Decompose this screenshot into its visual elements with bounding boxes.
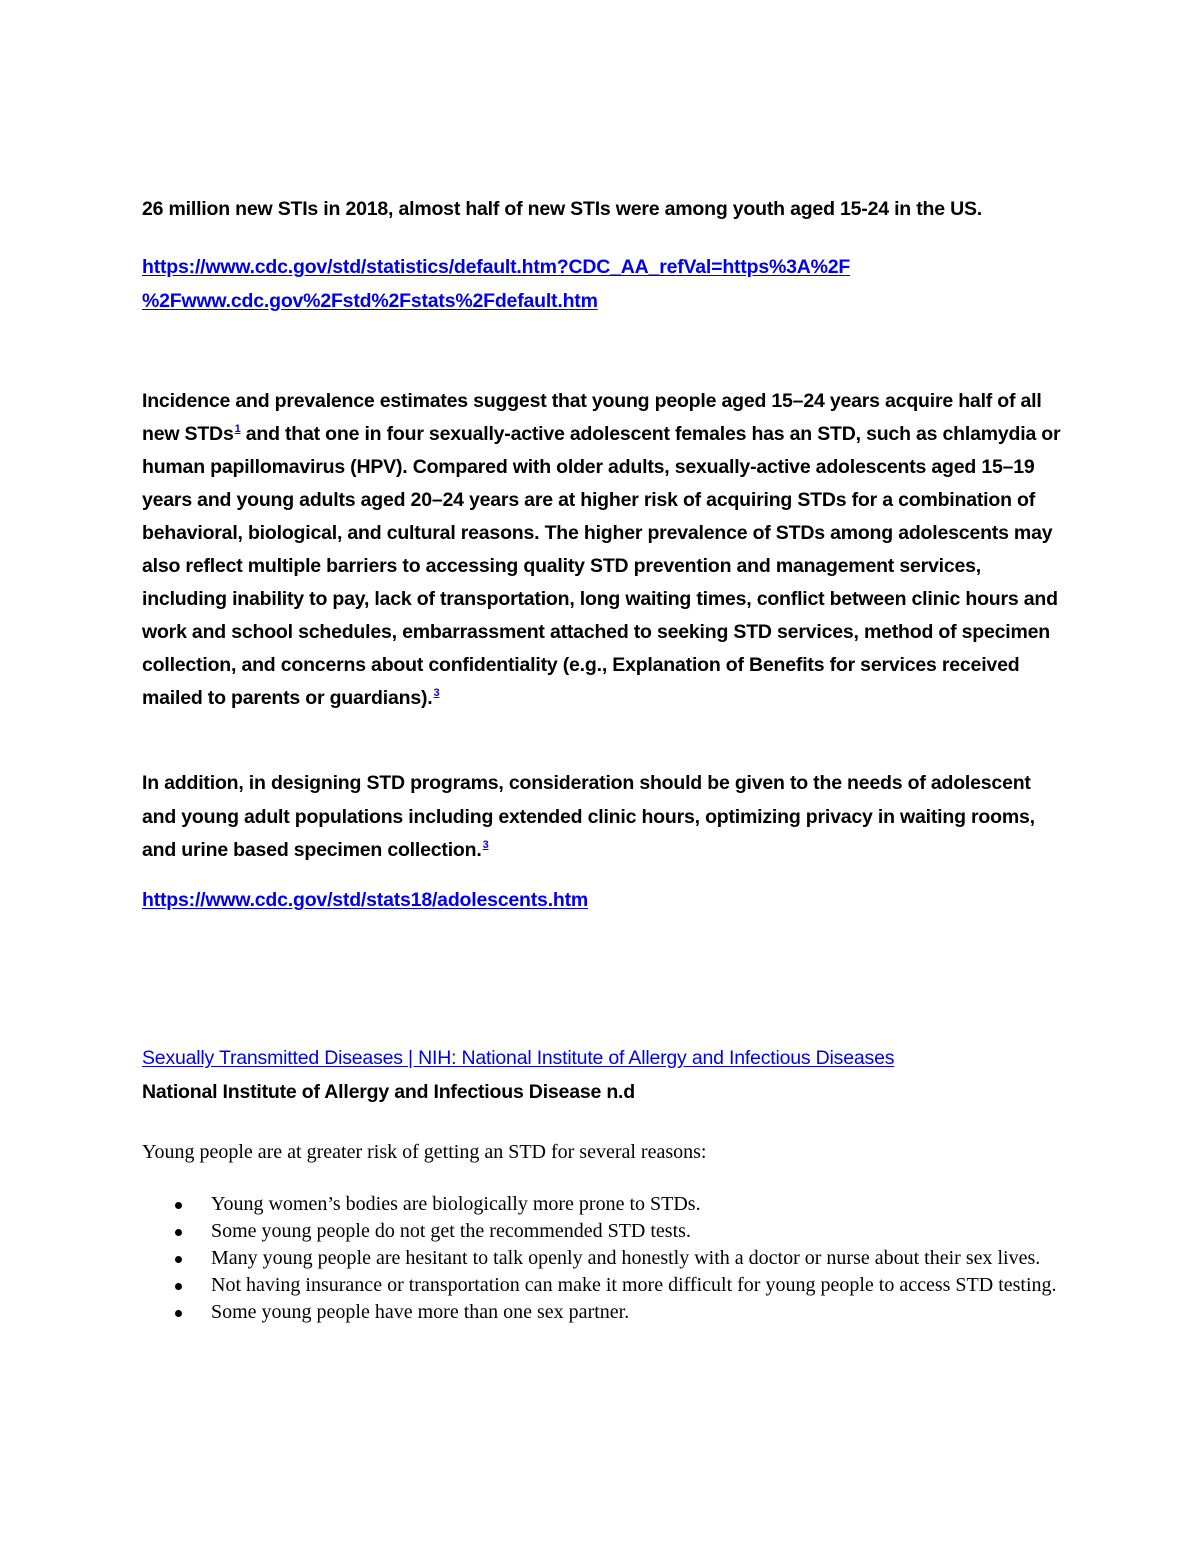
footnote-ref-3b[interactable]: 3 <box>482 839 489 851</box>
cdc-statistics-link[interactable] <box>142 250 1062 318</box>
risk-reasons-list <box>142 1191 1062 1326</box>
stat-line: 26 million new STIs in 2018, almost half of new STIs were among youth aged 15-24 in the US. <box>142 198 983 220</box>
footnote-ref-1[interactable]: 1 <box>234 423 241 435</box>
bullet-icon <box>175 1310 182 1317</box>
program-design-paragraph <box>142 767 1062 868</box>
cdc-statistics-link-line-2[interactable]: %2Fwww.cdc.gov%2Fstd%2Fstats%2Fdefault.htm <box>142 290 598 312</box>
list-item <box>142 1245 1062 1272</box>
list-item <box>142 1272 1062 1299</box>
niaid-link[interactable]: Sexually Transmitted Diseases | NIH: National Institute of Allergy and Infectious Diseases <box>142 1047 895 1069</box>
bullet-icon <box>175 1202 182 1209</box>
cdc-adolescents-link-wrap <box>142 886 1062 914</box>
cdc-adolescents-link[interactable]: https://www.cdc.gov/std/stats18/adolescents.htm <box>142 889 589 911</box>
niaid-link-wrap <box>142 1044 1062 1072</box>
list-item-text: Not having insurance or transportation can make it more difficult for young people to access STD testing. <box>211 1274 1057 1296</box>
risk-intro: Young people are at greater risk of getting an STD for several reasons: <box>142 1141 707 1163</box>
incidence-paragraph <box>142 385 1062 715</box>
list-item <box>142 1191 1062 1218</box>
bullet-icon <box>175 1229 182 1236</box>
cdc-statistics-link-line-1[interactable]: https://www.cdc.gov/std/statistics/default.htm?CDC_AA_refVal=https%3A%2F <box>142 256 851 278</box>
incidence-text-part-1: Incidence and prevalence estimates suggest that young people aged 15–24 years acquire half of all new STDs <box>142 390 1042 445</box>
list-item-text: Many young people are hesitant to talk openly and honestly with a doctor or nurse about their sex lives. <box>211 1247 1041 1269</box>
footnote-ref-3[interactable]: 3 <box>433 687 440 699</box>
list-item-text: Some young people have more than one sex partner. <box>211 1301 630 1323</box>
incidence-text-part-2: and that one in four sexually-active adolescent females has an STD, such as chlamydia or human papillomavirus (HPV). Compared with older adults, sexually-active adolescents aged 15–19 years and young adults aged 20–24 years are at higher risk of acquiring STDs for a combination of behavioral, biological, and cultural reasons. The higher prevalence of STDs among adolescents may also reflect multiple barriers to accessing quality STD prevention and management services, including inability to pay, lack of transportation, long waiting times, conflict between clinic hours and work and school schedules, embarrassment attached to seeking STD services, method of specimen collection, and concerns about confidentiality (e.g., Explanation of Benefits for services received mailed to parents or guardians). <box>142 423 1061 709</box>
list-item <box>142 1299 1062 1326</box>
bullet-icon <box>175 1283 182 1290</box>
niaid-citation: National Institute of Allergy and Infectious Disease n.d <box>142 1081 635 1103</box>
bullet-icon <box>175 1256 182 1263</box>
list-item-text: Young women’s bodies are biologically more prone to STDs. <box>211 1193 701 1215</box>
list-item <box>142 1218 1062 1245</box>
program-design-text: In addition, in designing STD programs, consideration should be given to the needs of adolescent and young adult populations including extended clinic hours, optimizing privacy in waiting rooms, and urine based specimen collection. <box>142 772 1035 861</box>
list-item-text: Some young people do not get the recommended STD tests. <box>211 1220 691 1242</box>
